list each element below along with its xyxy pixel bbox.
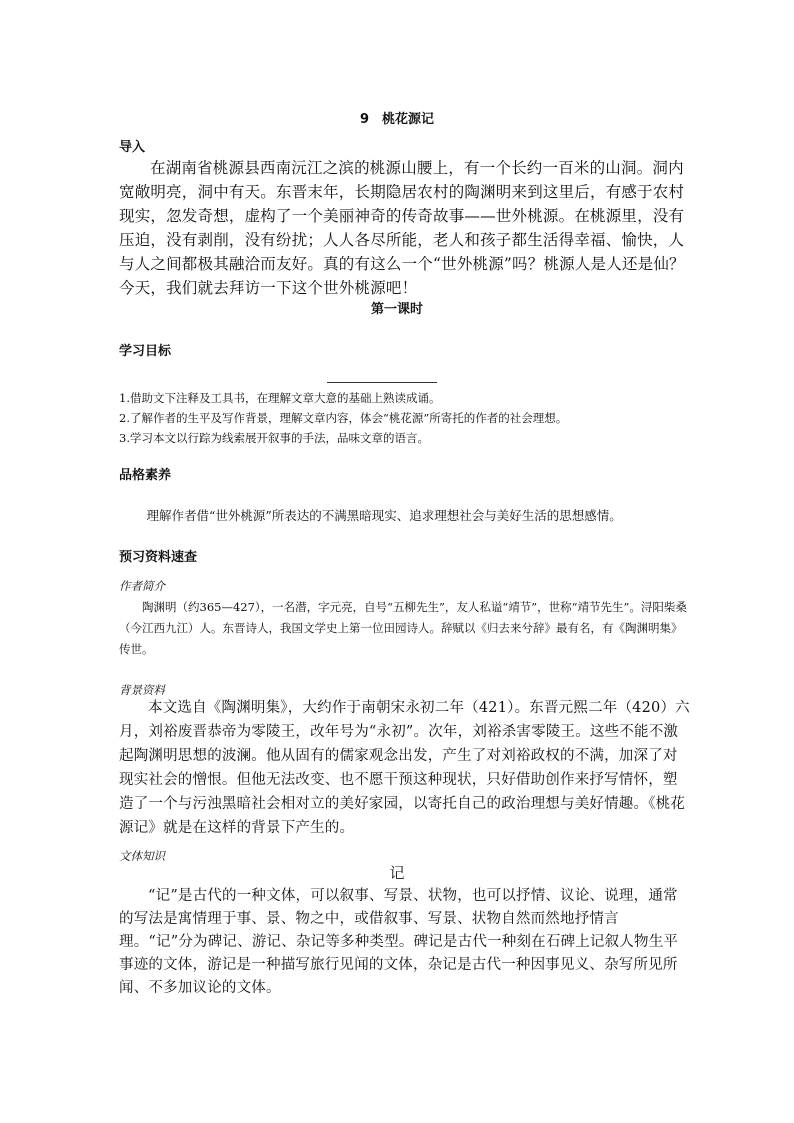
page-title: 9 桃花源记	[359, 112, 435, 127]
character-text: 理解作者借“世外桃源”所表达的不满黑暗现实、追求理想社会与美好生活的思想感情。	[146, 508, 622, 523]
author-text: 陶渊明（约365—427），一名潜，字元亮，自号“五柳先生”，友人私谥“靖节”，世称“靖节先生”。浔阳柴桑（今江西九江）人。东晋诗人，我国文学史上第一位田园诗人。辞赋以《归去来兮辞》最有名，有《陶渊明集》传世。	[119, 600, 687, 656]
divider-line	[327, 382, 437, 383]
author-heading: 作者简介	[119, 579, 165, 593]
objective-item: 3.学习本文以行踪为线索展开叙事的手法，品味文章的语言。	[119, 431, 429, 445]
character-heading: 品格素养	[119, 468, 172, 483]
background-text: 本文选自《陶渊明集》，大约作于南朝宋永初二年（421）。东晋元熙二年（420）六月，刘裕废晋恭帝为零陵王，改年号为“永初”。次年，刘裕杀害零陵王。这些不能不激起陶渊明思想的波澜。他从固有的儒家观念出发，产生了对刘裕政权的不满，加深了对现实社会的憎恨。但他无法改变、也不愿干预这种现状，只好借助创作来抒写情怀，塑造了一个与污浊黑暗社会相对立的美好家园，以寄托自己的政治理想与美好情趣。《桃花源记》就是在这样的背景下产生的。	[119, 700, 690, 836]
genre-title: 记	[389, 864, 405, 882]
objective-item: 1.借助文下注释及工具书，在理解文章大意的基础上熟读成诵。	[119, 391, 441, 405]
lesson-title: 第一课时	[370, 302, 423, 317]
objectives-list	[119, 388, 699, 448]
intro-paragraph: 在湖南省桃源县西南沅江之滨的桃源山腰上，有一个长约一百米的山洞。洞内宽敞明亮，洞中有天。东晋末年，长期隐居农村的陶渊明来到这里后，有感于农村现实，忽发奇想，虚构了一个美丽神奇的传奇故事——世外桃源。在桃源里，没有压迫，没有剥削，没有纷扰；人人各尽所能，老人和孩子都生活得幸福、愉快，人与人之间都极其融洽而友好。真的有这么一个“世外桃源”吗？桃源人是人还是仙？今天，我们就去拜访一下这个世外桃源吧！	[119, 159, 685, 297]
genre-text: “记”是古代的一种文体，可以叙事、写景、状物，也可以抒情、议论、说理，通常的写法是寓情理于事、景、物之中，或借叙事、写景、状物自然而然地抒情言理。“记”分为碑记、游记、杂记等多种类型。碑记是古代一种刻在石碑上记叙人物生平事迹的文体，游记是一种描写旅行见闻的文体，杂记是古代一种因事见义、杂写所见所闻、不多加议论的文体。	[119, 888, 679, 996]
objectives-heading: 学习目标	[119, 344, 172, 359]
objective-item: 2.了解作者的生平及写作背景，理解文章内容，体会“桃花源”所寄托的作者的社会理想。	[119, 411, 568, 425]
preview-heading: 预习资料速查	[119, 550, 198, 565]
background-heading: 背景资料	[119, 683, 165, 697]
genre-heading: 文体知识	[119, 849, 165, 863]
intro-heading: 导入	[119, 140, 146, 155]
